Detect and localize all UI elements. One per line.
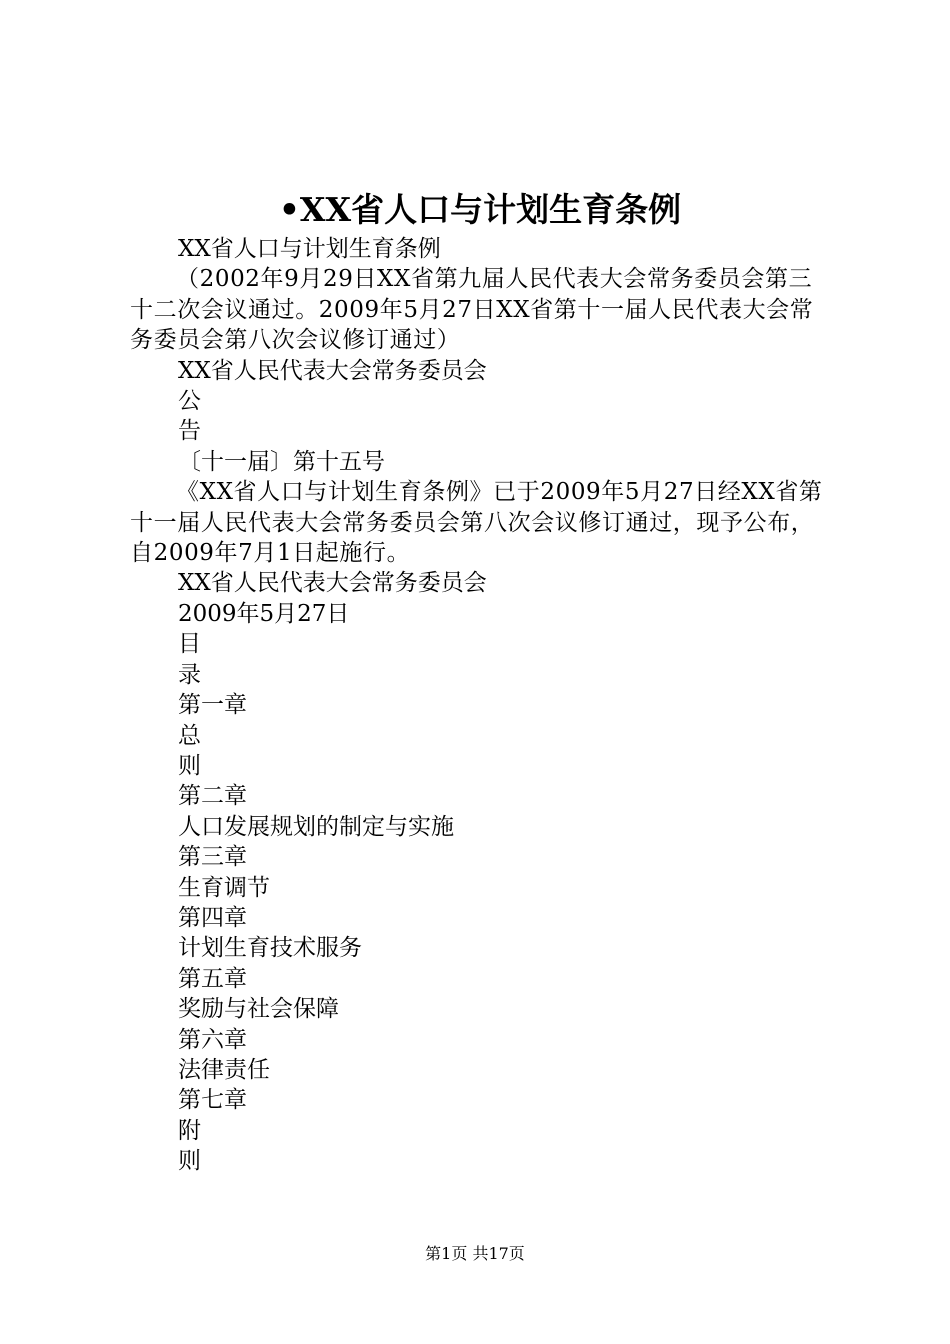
- toc-line: 第一章: [178, 692, 247, 719]
- signatory-line: XX省人民代表大会常务委员会: [178, 570, 487, 597]
- document-body: [130, 234, 830, 1177]
- toc-line: 计划生育技术服务: [178, 935, 362, 962]
- document-title: •XX省人口与计划生育条例: [278, 190, 682, 229]
- toc-line: 第三章: [178, 844, 247, 871]
- adoption-note: （2002年9月29日XX省第九届人民代表大会常务委员会第三十二次会议通过。2009年5月27日XX省第十一届人民代表大会常务委员会第八次会议修订通过）: [130, 266, 814, 354]
- notice-number: 〔十一届〕第十五号: [178, 448, 385, 475]
- toc-line: 则: [178, 1148, 201, 1175]
- toc-char-1: 目: [178, 631, 201, 658]
- page-footer: 第1页 共17页: [425, 1244, 525, 1263]
- toc-line: 第四章: [178, 904, 247, 931]
- toc-char-2: 录: [178, 661, 201, 688]
- toc-line: 第二章: [178, 783, 247, 810]
- sign-date: 2009年5月27日: [178, 600, 350, 627]
- issuer-line: XX省人民代表大会常务委员会: [178, 357, 487, 384]
- toc-line: 总: [178, 722, 201, 749]
- toc-line: 第七章: [178, 1087, 247, 1114]
- regulation-heading: XX省人口与计划生育条例: [178, 236, 441, 262]
- toc-line: 法律责任: [178, 1056, 270, 1083]
- toc-line: 第六章: [178, 1026, 247, 1053]
- toc-line: 奖励与社会保障: [178, 996, 339, 1023]
- notice-body: 《XX省人口与计划生育条例》已于2009年5月27日经XX省第十一届人民代表大会常务委员会第八次会议修订通过，现予公布，自2009年7月1日起施行。: [130, 479, 823, 567]
- notice-char-2: 告: [178, 418, 201, 445]
- notice-char-1: 公: [178, 388, 201, 415]
- toc-line: 附: [178, 1117, 201, 1144]
- toc-line: 生育调节: [178, 874, 270, 901]
- toc-line: 人口发展规划的制定与实施: [178, 813, 454, 840]
- toc-line: 第五章: [178, 965, 247, 992]
- toc-line: 则: [178, 752, 201, 779]
